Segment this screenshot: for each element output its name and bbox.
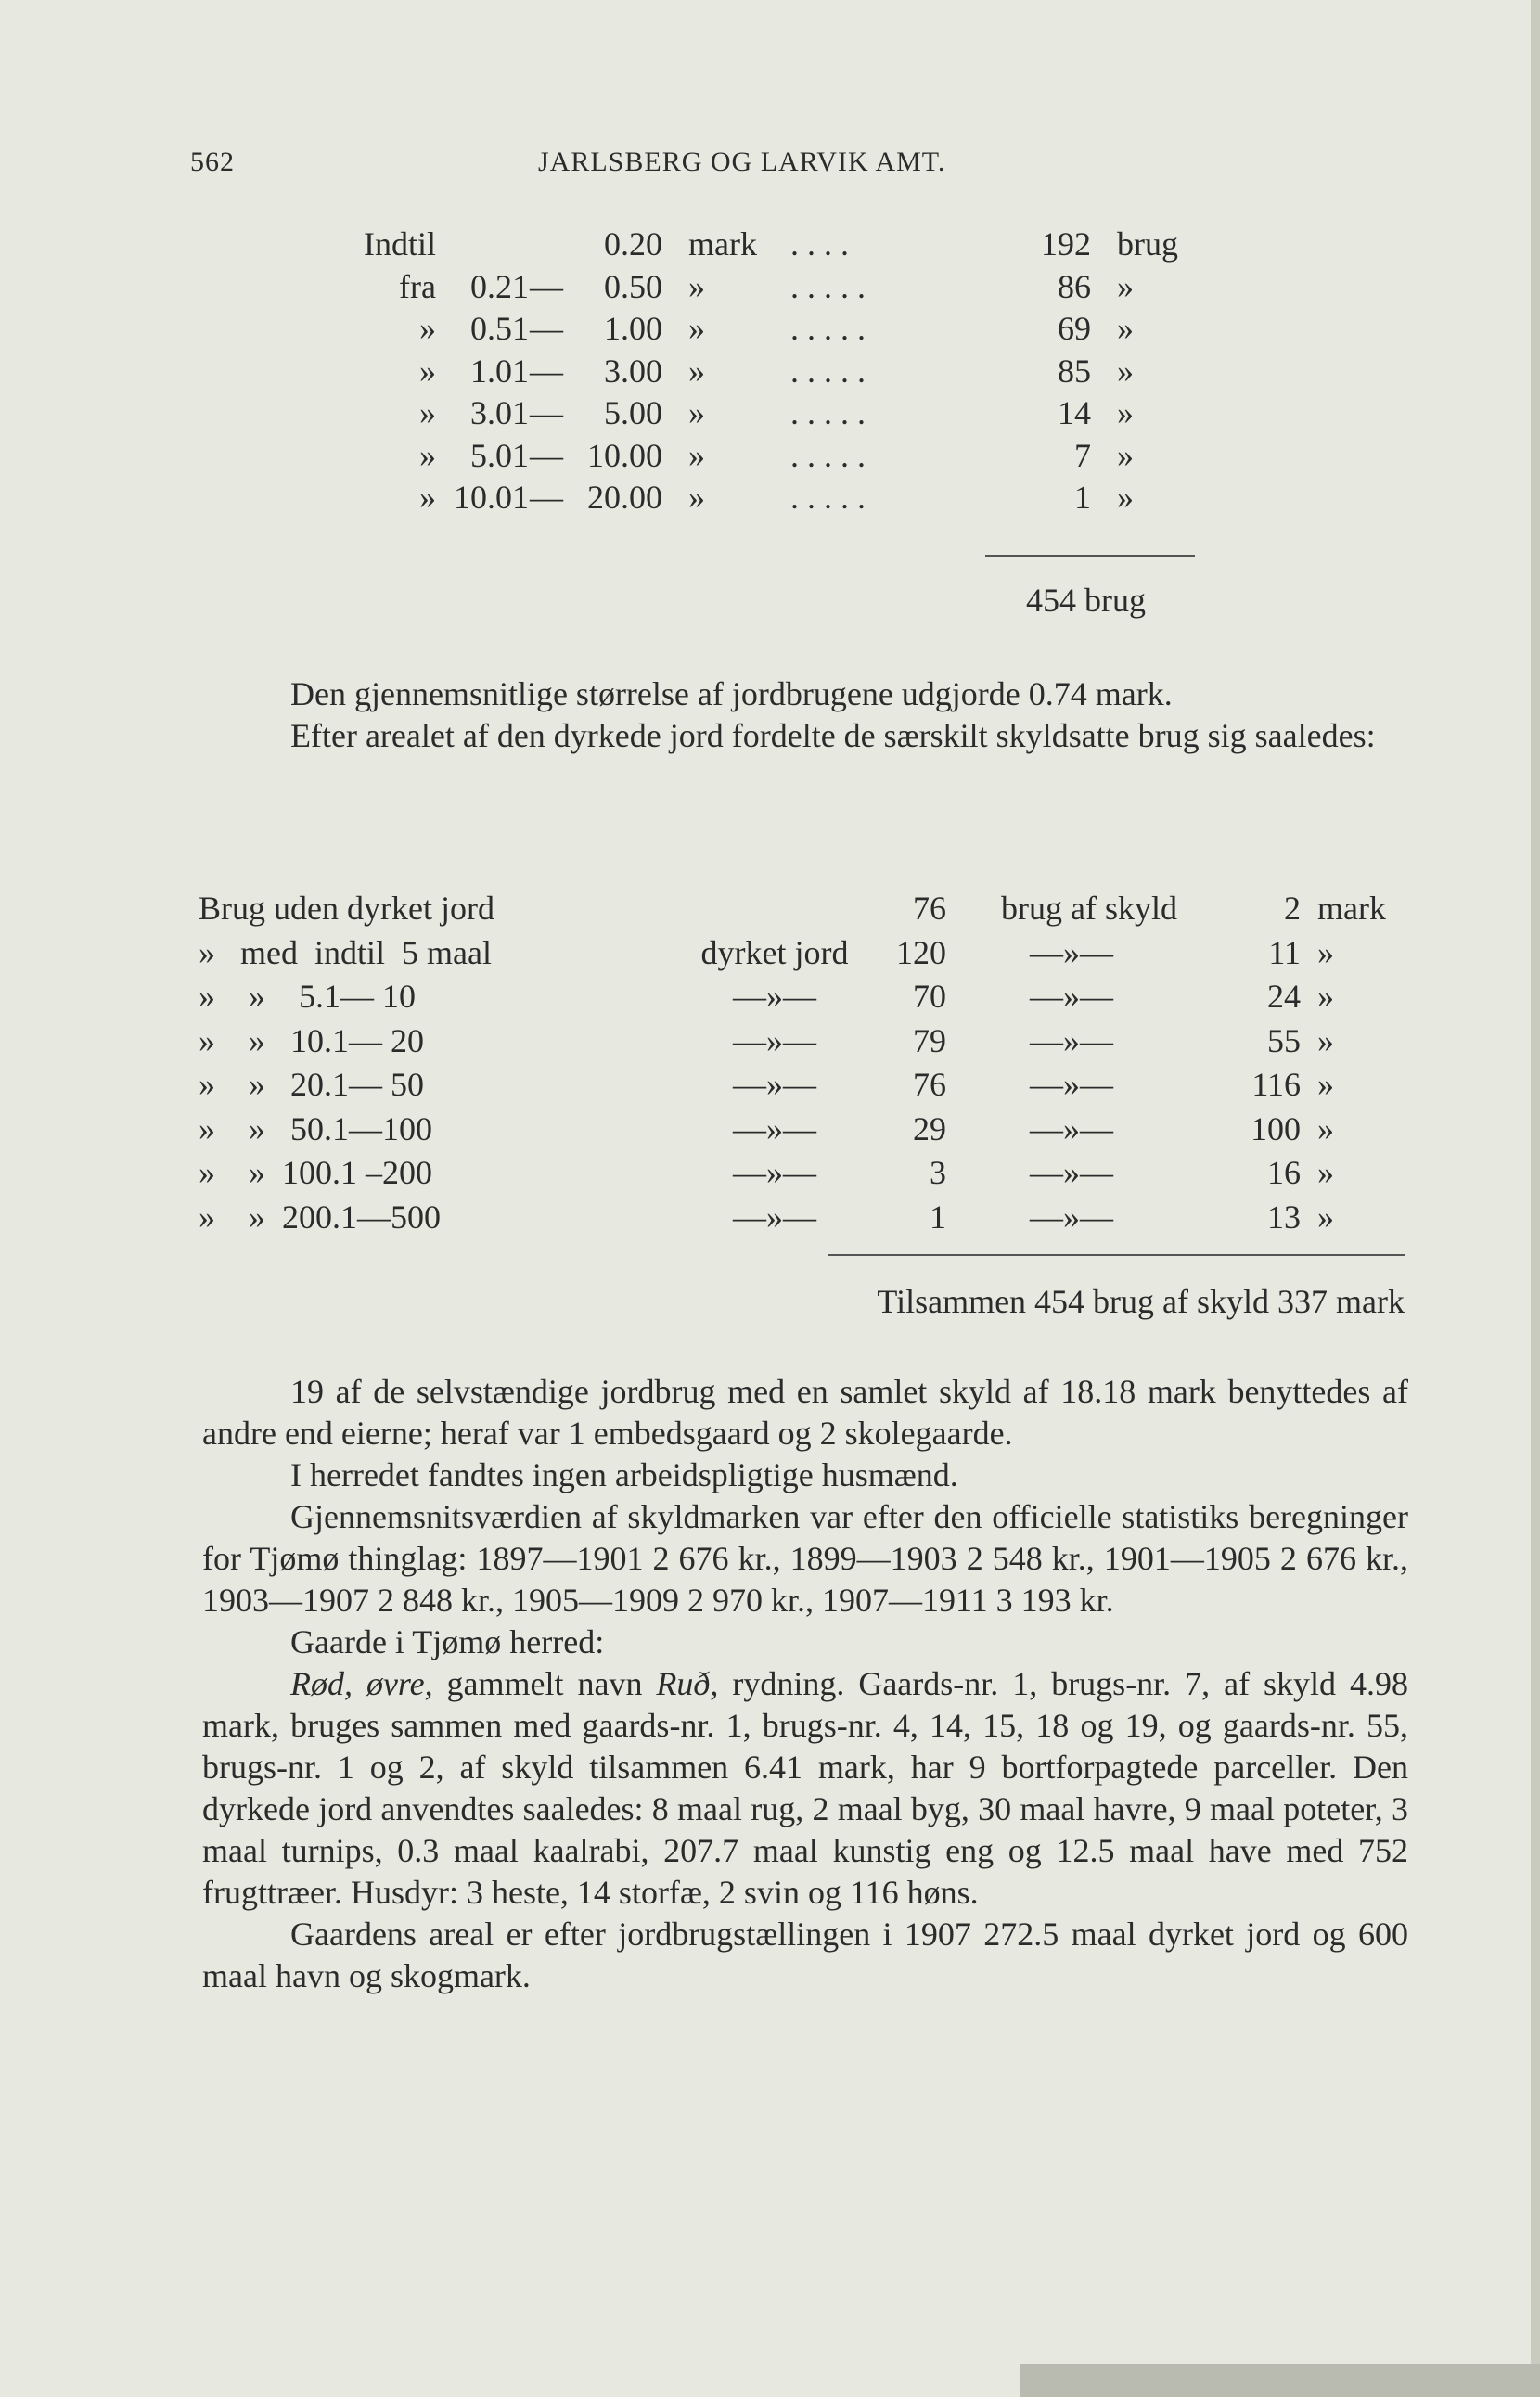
area-table-cell-c4: brug af skyld: [1001, 890, 1177, 927]
size-table-cell-to: 0.20: [604, 225, 662, 263]
area-table-cell-c4: —»—: [1030, 978, 1113, 1015]
area-table-cell-c6: »: [1317, 1198, 1334, 1236]
area-table-cell-c4: —»—: [1030, 1109, 1113, 1147]
area-table-cell-c5: 55: [1267, 1021, 1301, 1059]
area-table-cell-c3: 29: [913, 1109, 946, 1147]
area-table-cell-c3: 120: [896, 933, 946, 971]
area-table-total: Tilsammen 454 brug af skyld 337 mark: [877, 1283, 1405, 1320]
size-table-cell-dash: —: [530, 479, 563, 516]
size-table-cell-suffix: »: [1117, 310, 1134, 347]
size-table-cell-unit: »: [688, 310, 705, 347]
area-table-cell-c3: 70: [913, 978, 946, 1015]
area-table-cell-c6: »: [1317, 1021, 1334, 1059]
paragraph-farm-area: Gaardens areal er efter jordbrugstællingen i 1907 272.5 maal dyrket jord og 600 maal havn og skogmark.: [202, 1916, 1408, 1994]
size-table-cell-from: 10.01: [454, 479, 529, 516]
size-table-cell-suffix: »: [1117, 267, 1134, 305]
area-table-cell-c5: 100: [1251, 1109, 1301, 1147]
size-table-cell-suffix: »: [1117, 352, 1134, 390]
area-table-cell-c3: 3: [930, 1154, 946, 1191]
area-table-cell-c5: 116: [1251, 1066, 1301, 1103]
area-table-cell-c1: » » 5.1— 10: [199, 978, 416, 1015]
size-table-cell-dots: . . . . .: [790, 310, 866, 347]
size-table-cell-unit: »: [688, 479, 705, 516]
size-table-cell-count: 192: [1041, 225, 1091, 263]
size-table-cell-count: 69: [1058, 310, 1091, 347]
paragraph-average-size: Den gjennemsnitlige størrelse af jordbrugene udgjorde 0.74 mark. Efter arealet af den dyrkede jord fordelte de særskilt skyldsatte brug sig saaledes:: [202, 673, 1408, 757]
size-table-cell-count: 85: [1058, 352, 1091, 390]
size-table-cell-lead: »: [419, 310, 436, 347]
size-table-cell-count: 14: [1058, 394, 1091, 431]
size-table-cell-count: 86: [1058, 267, 1091, 305]
size-table-cell-lead: »: [419, 436, 436, 474]
area-table-cell-c1: » » 200.1—500: [199, 1198, 441, 1236]
area-table-cell-c6: »: [1317, 1109, 1334, 1147]
size-table-cell-to: 10.00: [587, 436, 662, 474]
area-table-cell-c2: —»—: [733, 1154, 816, 1191]
area-table-cell-c3: 76: [913, 890, 946, 927]
size-table-cell-dots: . . . . .: [790, 267, 866, 305]
paragraph-husmaend: I herredet fandtes ingen arbeidspligtige husmænd.: [290, 1456, 958, 1493]
area-table-cell-c6: »: [1317, 933, 1334, 971]
area-table-sum-rule: [828, 1254, 1405, 1256]
size-table-cell-suffix: »: [1117, 479, 1134, 516]
area-table-cell-c2: —»—: [733, 1109, 816, 1147]
size-table-cell-lead: »: [419, 352, 436, 390]
area-table-cell-c3: 1: [930, 1198, 946, 1236]
area-table-cell-c1: Brug uden dyrket jord: [199, 890, 494, 927]
size-table-cell-to: 3.00: [604, 352, 662, 390]
size-table-cell-dash: —: [530, 436, 563, 474]
size-table-cell-dash: —: [530, 267, 563, 305]
area-table-cell-c4: —»—: [1030, 1198, 1113, 1236]
size-table-cell-to: 5.00: [604, 394, 662, 431]
area-table-cell-c1: » » 100.1 –200: [199, 1154, 432, 1191]
area-table-cell-c4: —»—: [1030, 1021, 1113, 1059]
area-table-cell-c3: 79: [913, 1021, 946, 1059]
paragraph-farm-rod: Rød, øvre, gammelt navn Ruð, rydning. Gaards-nr. 1, brugs-nr. 7, af skyld 4.98 mark, bruges sammen med gaards-nr. 1, brugs-nr. 4, 14, 15, 18 og 19, og gaards-nr. 55, brugs-nr. 1 og 2, af skyld tilsammen 6.41 mark, har 9 bortforpagtede parceller. Den dyrkede jord anvendtes saaledes: 8 maal rug, 2 maal byg, 30 maal havre, 9 maal poteter, 3 maal turnips, 0.3 maal kaalrabi, 207.7 maal kunstig eng og 12.5 maal have med 752 frugttræer. Husdyr: 3 heste, 14 storfæ, 2 svin og 116 høns.: [202, 1665, 1408, 1911]
page-bottom-edge: [1020, 2364, 1540, 2397]
area-table-cell-c1: » » 50.1—100: [199, 1109, 432, 1147]
area-table-cell-c2: —»—: [733, 978, 816, 1015]
area-table-cell-c5: 2: [1284, 890, 1301, 927]
size-table-cell-to: 20.00: [587, 479, 662, 516]
size-table-cell-from: 3.01: [470, 394, 529, 431]
farm-name: Rød, øvre,: [290, 1665, 433, 1702]
size-table-cell-from: 5.01: [470, 436, 529, 474]
area-table-cell-c4: —»—: [1030, 933, 1113, 971]
paragraph-leased-farms: 19 af de selvstændige jordbrug med en samlet skyld af 18.18 mark benyttedes af andre end eierne; heraf var 1 embedsgaard og 2 skolegaarde.: [202, 1373, 1408, 1452]
area-table-cell-c5: 11: [1268, 933, 1301, 971]
size-table-cell-lead: »: [419, 394, 436, 431]
size-table-cell-from: 0.21: [470, 267, 529, 305]
size-table-cell-from: 1.01: [470, 352, 529, 390]
area-table-cell-c5: 13: [1267, 1198, 1301, 1236]
size-table-cell-dash: —: [530, 310, 563, 347]
size-table-cell-suffix: brug: [1117, 225, 1178, 263]
area-table-cell-c2: dyrket jord: [700, 933, 849, 971]
area-table-cell-c5: 24: [1267, 978, 1301, 1015]
area-table-cell-c5: 16: [1267, 1154, 1301, 1191]
page-edge: [1531, 0, 1540, 2397]
area-table-cell-c2: —»—: [733, 1066, 816, 1103]
size-table-cell-dots: . . . .: [790, 225, 849, 263]
size-table-cell-dots: . . . . .: [790, 479, 866, 516]
size-table-total: 454 brug: [1026, 582, 1146, 619]
area-table-cell-c1: » med indtil 5 maal: [199, 933, 492, 971]
size-table-cell-dash: —: [530, 352, 563, 390]
size-table-cell-count: 1: [1074, 479, 1091, 516]
area-table-cell-c1: » » 10.1— 20: [199, 1021, 424, 1059]
area-table-cell-c6: »: [1317, 978, 1334, 1015]
size-table-cell-lead: Indtil: [364, 225, 436, 263]
area-table-cell-c2: —»—: [733, 1021, 816, 1059]
size-table-cell-unit: mark: [688, 225, 757, 263]
size-table-cell-dots: . . . . .: [790, 352, 866, 390]
paragraph-farms-heading: Gaarde i Tjømø herred:: [290, 1623, 605, 1660]
size-table-cell-unit: »: [688, 352, 705, 390]
area-table-cell-c6: »: [1317, 1154, 1334, 1191]
size-table-cell-unit: »: [688, 436, 705, 474]
area-table-cell-c3: 76: [913, 1066, 946, 1103]
area-table-cell-c4: —»—: [1030, 1154, 1113, 1191]
size-table-cell-lead: fra: [399, 267, 436, 305]
area-table-cell-c2: —»—: [733, 1198, 816, 1236]
size-table-cell-to: 1.00: [604, 310, 662, 347]
size-table-cell-count: 7: [1074, 436, 1091, 474]
size-table-cell-dots: . . . . .: [790, 394, 866, 431]
size-table-sum-rule: [985, 555, 1195, 557]
area-table-cell-c4: —»—: [1030, 1066, 1113, 1103]
page-number: 562: [190, 147, 235, 177]
size-table-cell-unit: »: [688, 267, 705, 305]
size-table-cell-from: 0.51: [470, 310, 529, 347]
area-table-cell-c1: » » 20.1— 50: [199, 1066, 424, 1103]
paragraph-area-intro: Efter arealet af den dyrkede jord fordelte de særskilt skyldsatte brug sig saaledes:: [290, 717, 1376, 754]
size-table-cell-dots: . . . . .: [790, 436, 866, 474]
farm-old-name: Ruð,: [656, 1665, 719, 1702]
size-table-cell-unit: »: [688, 394, 705, 431]
size-table-cell-suffix: »: [1117, 436, 1134, 474]
size-table-cell-to: 0.50: [604, 267, 662, 305]
body-text: [202, 1371, 1408, 1997]
size-table-cell-lead: »: [419, 479, 436, 516]
size-table-cell-suffix: »: [1117, 394, 1134, 431]
paragraph-mark-value: Gjennemsnitsværdien af skyldmarken var efter den officielle statistiks beregninger for Tjømø thinglag: 1897—1901 2 676 kr., 1899—1903 2 548 kr., 1901—1905 2 676 kr., 1903—1907 2 848 kr., 1905—1909 2 970 kr., 1907—1911 3 193 kr.: [202, 1498, 1408, 1619]
running-title: JARLSBERG OG LARVIK AMT.: [538, 147, 946, 177]
area-table-cell-c6: mark: [1317, 890, 1386, 927]
area-table-cell-c6: »: [1317, 1066, 1334, 1103]
size-table-cell-dash: —: [530, 394, 563, 431]
